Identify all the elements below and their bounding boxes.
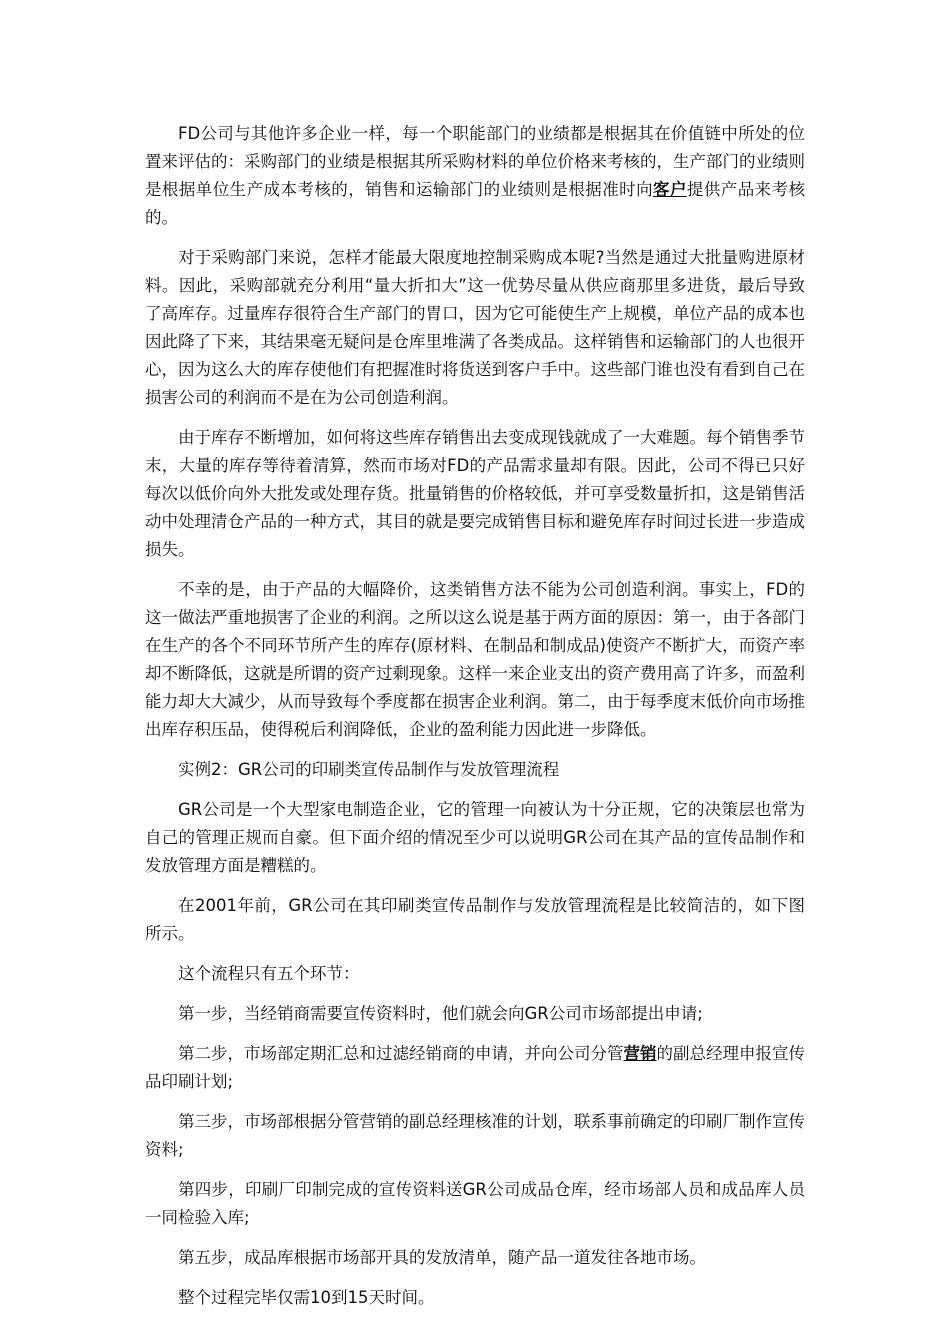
step-4: 第四步，印刷厂印制完成的宣传资料送GR公司成品仓库，经市场部人员和成品库人员一同检验入库; bbox=[145, 1180, 805, 1227]
paragraph-five-steps: 这个流程只有五个环节： bbox=[178, 964, 360, 983]
customer-link[interactable]: 客户 bbox=[653, 180, 687, 199]
paragraph-duration: 整个过程完毕仅需10到15天时间。 bbox=[178, 1288, 435, 1307]
paragraph-procurement-cost: 对于采购部门来说，怎样才能最大限度地控制采购成本呢?当然是通过大批量购进原材料。因此，采购部就充分利用“量大折扣大”这一优势尽量从供应商那里多进货，最后导致了高库存。过量库存很符合生产部门的胃口，因为它可能使生产上规模，单位产品的成本也因此降了下来，其结果毫无疑问是仓库里堆满了各类成品。这样销售和运输部门的人也很开心，因为这么大的库存使他们有把握准时将货送到客户手中。这些部门谁也没有看到自己在损害公司的利润而不是在为公司创造利润。 bbox=[145, 248, 805, 407]
paragraph-fd-performance-evaluation bbox=[145, 120, 805, 232]
document-body bbox=[145, 120, 805, 1324]
paragraph-gr-intro: GR公司是一个大型家电制造企业，它的管理一向被认为十分正规，它的决策层也常为自己的管理正规而自豪。但下面介绍的情况至少可以说明GR公司在其产品的宣传品制作和发放管理方面是糟糕的。 bbox=[145, 800, 805, 875]
paragraph-text: 提供产品来考核的。 bbox=[145, 180, 806, 227]
paragraph-text: 的副总经理申报宣传品印刷计划; bbox=[145, 1044, 805, 1091]
marketing-link[interactable]: 营销 bbox=[623, 1044, 657, 1063]
paragraph-text: 第二步，市场部定期汇总和过滤经销商的申请，并向公司分管 bbox=[178, 1044, 624, 1063]
step-3: 第三步，市场部根据分管营销的副总经理核准的计划，联系事前确定的印刷厂制作宣传资料; bbox=[145, 1112, 805, 1159]
paragraph-profit-damage: 不幸的是，由于产品的大幅降价，这类销售方法不能为公司创造利润。事实上，FD的这一做法严重地损害了企业的利润。之所以这么说是基于两方面的原因：第一，由于各部门在生产的各个不同环节所产生的库存(原材料、在制品和制成品)使资产不断扩大，而资产率却不断降低，这就是所谓的资产过剩现象。这样一来企业支出的资产费用高了许多，而盈利能力却大大减少，从而导致每个季度都在损害企业利润。第二，由于每季度末低价向市场推出库存积压品，使得税后利润降低，企业的盈利能力因此进一步降低。 bbox=[145, 580, 805, 739]
step-2 bbox=[145, 1040, 805, 1096]
paragraph-text: FD公司与其他许多企业一样，每一个职能部门的业绩都是根据其在价值链中所处的位置来评估的：采购部门的业绩是根据其所采购材料的单位价格来考核的，生产部门的业绩则是根据单位生产成本考核的，销售和运输部门的业绩则是根据准时向 bbox=[145, 124, 805, 199]
paragraph-inventory-clearance: 由于库存不断增加，如何将这些库存销售出去变成现钱就成了一大难题。每个销售季节末，大量的库存等待着清算，然而市场对FD的产品需求量却有限。因此，公司不得已只好每次以低价向外大批发或处理存货。批量销售的价格较低，并可享受数量折扣，这是销售活动中处理清仓产品的一种方式，其目的就是要完成销售目标和避免库存时间过长进一步造成损失。 bbox=[145, 428, 805, 559]
step-1: 第一步，当经销商需要宣传资料时，他们就会向GR公司市场部提出申请; bbox=[178, 1004, 703, 1023]
step-5: 第五步，成品库根据市场部开具的发放清单，随产品一道发往各地市场。 bbox=[178, 1248, 706, 1267]
case-heading: 实例2：GR公司的印刷类宣传品制作与发放管理流程 bbox=[178, 760, 560, 779]
paragraph-gr-process-2001: 在2001年前，GR公司在其印刷类宣传品制作与发放管理流程是比较简洁的，如下图所示。 bbox=[145, 896, 805, 943]
